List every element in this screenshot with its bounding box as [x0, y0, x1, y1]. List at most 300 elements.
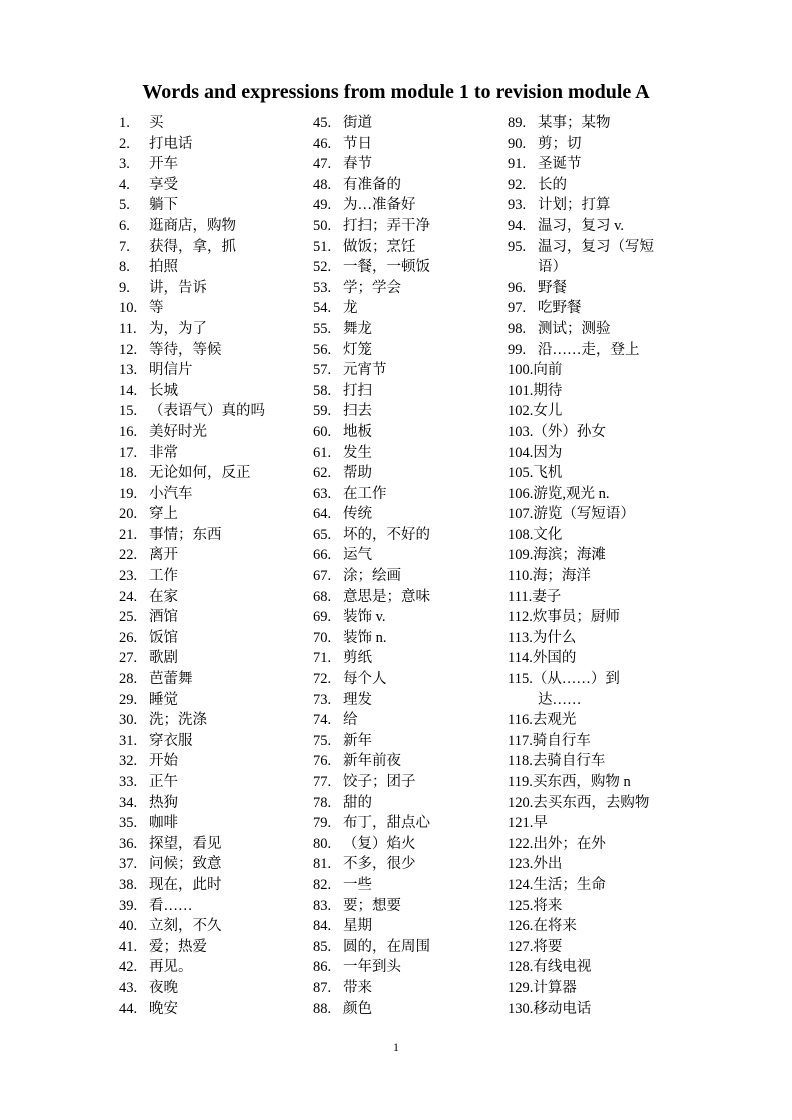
- vocab-item: [313, 690, 503, 711]
- vocab-item: [119, 854, 309, 875]
- vocab-item: [508, 237, 708, 258]
- vocab-number: 81.: [313, 856, 332, 873]
- vocab-item: [119, 566, 309, 587]
- vocab-meaning: 拍照: [149, 259, 178, 276]
- vocab-meaning: 游览,观光 n.: [533, 485, 610, 502]
- vocab-item: [313, 813, 503, 834]
- vocab-meaning: 躺下: [149, 197, 178, 214]
- vocab-item: [508, 154, 708, 175]
- vocab-meaning: 温习，复习（写短: [538, 238, 654, 255]
- vocab-number: 16.: [119, 423, 138, 440]
- vocab-meaning: 芭蕾舞: [149, 671, 193, 688]
- vocab-number: 58.: [313, 382, 332, 399]
- vocab-number: 83.: [313, 897, 332, 914]
- vocab-item: [119, 937, 309, 958]
- vocab-item: [508, 834, 708, 855]
- vocab-number: 9.: [119, 279, 130, 296]
- vocab-number: 61.: [313, 444, 332, 461]
- vocab-column-2: [313, 113, 503, 1019]
- vocab-meaning: 打扫；弄干净: [343, 217, 430, 234]
- vocab-number: 47.: [313, 156, 332, 173]
- vocab-item: [313, 978, 503, 999]
- vocab-item: [313, 278, 503, 299]
- vocab-number: 25.: [119, 609, 138, 626]
- vocab-meaning: 发生: [343, 444, 372, 461]
- vocab-item: [508, 628, 708, 649]
- vocab-meaning: 去骑自行车: [532, 753, 606, 770]
- vocab-meaning: 计算器: [533, 979, 577, 996]
- vocab-meaning: 生活；生命: [533, 876, 606, 893]
- vocab-item: [508, 134, 708, 155]
- vocab-number: 85.: [313, 938, 332, 955]
- vocab-number: 91.: [508, 156, 527, 173]
- vocab-number: 8.: [119, 259, 130, 276]
- vocab-number: 49.: [313, 197, 332, 214]
- vocab-number: 12.: [119, 341, 138, 358]
- vocab-meaning: 等待，等候: [149, 341, 222, 358]
- vocab-number: 37.: [119, 856, 138, 873]
- vocab-item: [119, 772, 309, 793]
- vocab-number: 69.: [313, 609, 332, 626]
- vocab-number: 6.: [119, 217, 130, 234]
- vocab-meaning: 移动电话: [533, 1000, 592, 1017]
- vocab-number: 119.: [508, 774, 533, 790]
- vocab-meaning: 酒馆: [149, 609, 178, 626]
- vocab-item: [313, 113, 503, 134]
- vocab-item: [508, 278, 708, 299]
- vocab-number: 29.: [119, 691, 138, 708]
- vocab-meaning: 一些: [343, 876, 372, 893]
- vocab-meaning: 在家: [149, 588, 178, 605]
- vocab-meaning: 舞龙: [343, 320, 372, 337]
- vocab-item: [508, 360, 708, 381]
- vocab-number: 18.: [119, 465, 138, 482]
- vocab-number: 53.: [313, 279, 332, 296]
- vocab-meaning: 因为: [533, 444, 563, 461]
- vocab-meaning: 逛商店，购物: [149, 217, 236, 234]
- vocab-number: 38.: [119, 876, 138, 893]
- vocab-meaning: 坏的，不好的: [343, 526, 430, 543]
- vocab-item: [119, 916, 309, 937]
- vocab-item: [508, 916, 708, 937]
- vocab-number: 59.: [313, 403, 332, 420]
- vocab-number: 101.: [508, 382, 534, 399]
- vocab-item: [508, 875, 708, 896]
- vocab-number: 97.: [508, 300, 527, 317]
- vocab-item: [508, 710, 708, 731]
- vocab-item: [119, 195, 309, 216]
- vocab-meaning: 歌剧: [149, 650, 178, 667]
- vocab-meaning: 涂；绘画: [343, 568, 401, 585]
- vocab-meaning: 一年到头: [343, 959, 401, 976]
- vocab-number: 56.: [313, 341, 332, 358]
- vocab-item: [313, 340, 503, 361]
- vocab-meaning: 带来: [343, 979, 372, 996]
- page-title: Words and expressions from module 1 to revision module A: [142, 81, 650, 103]
- vocab-column-1: [119, 113, 309, 1019]
- vocab-meaning: 离开: [149, 547, 178, 564]
- vocab-number: 64.: [313, 506, 332, 523]
- vocab-item: [313, 195, 503, 216]
- vocab-meaning-continued: 达……: [538, 691, 582, 708]
- vocab-item: [119, 669, 309, 690]
- vocab-number: 40.: [119, 918, 138, 935]
- vocab-item: [313, 793, 503, 814]
- vocab-number: 70.: [313, 629, 332, 646]
- vocab-number: 26.: [119, 629, 138, 646]
- vocab-meaning: 有准备的: [343, 176, 401, 193]
- vocab-number: 74.: [313, 712, 332, 729]
- vocab-item: [508, 772, 708, 793]
- vocab-item: [313, 710, 503, 731]
- vocab-number: 117.: [508, 732, 533, 749]
- vocab-meaning: 工作: [149, 568, 178, 585]
- vocab-number: 73.: [313, 691, 332, 708]
- vocab-number: 41.: [119, 938, 138, 955]
- vocab-item: [119, 957, 309, 978]
- vocab-meaning: 现在，此时: [149, 876, 222, 893]
- vocab-number: 55.: [313, 320, 332, 337]
- vocab-meaning: 将要: [533, 938, 563, 955]
- vocab-item: [313, 772, 503, 793]
- vocab-number: 48.: [313, 176, 332, 193]
- vocab-meaning: 一餐，一顿饭: [343, 259, 430, 276]
- vocab-item: [508, 854, 708, 875]
- vocab-meaning: 出外；在外: [533, 835, 606, 852]
- vocab-item: [313, 916, 503, 937]
- vocab-meaning: 向前: [533, 362, 563, 379]
- vocab-item: [313, 360, 503, 381]
- vocab-number: 11.: [119, 320, 137, 337]
- vocab-item: [119, 587, 309, 608]
- vocab-item: [313, 751, 503, 772]
- vocab-item: [119, 896, 309, 917]
- vocab-meaning: 在工作: [343, 485, 387, 502]
- vocab-item: [119, 525, 309, 546]
- vocab-item: [508, 545, 708, 566]
- vocab-meaning: 热狗: [149, 794, 178, 811]
- vocab-number: 111.: [508, 588, 533, 605]
- vocab-meaning: 飞机: [533, 465, 563, 482]
- vocab-item: [313, 875, 503, 896]
- vocab-number: 67.: [313, 568, 332, 585]
- vocab-item: [119, 422, 309, 443]
- vocab-item: [313, 896, 503, 917]
- vocab-number: 95.: [508, 238, 527, 255]
- vocab-item: [508, 216, 708, 237]
- vocab-item: [119, 381, 309, 402]
- vocab-number: 113.: [508, 629, 533, 646]
- vocab-number: 90.: [508, 135, 527, 152]
- vocab-meaning: 长的: [538, 176, 567, 193]
- vocab-number: 99.: [508, 341, 527, 358]
- vocab-meaning: 海滨；海滩: [533, 547, 606, 564]
- vocab-item: [313, 669, 503, 690]
- vocab-item: [313, 999, 503, 1020]
- vocab-item: [119, 443, 309, 464]
- vocab-item: [508, 340, 708, 361]
- vocab-meaning: 穿上: [149, 506, 178, 523]
- vocab-item: [119, 813, 309, 834]
- vocab-number: 3.: [119, 156, 130, 173]
- vocab-meaning: 骑自行车: [532, 732, 591, 749]
- vocab-meaning: 去观光: [532, 712, 577, 729]
- vocab-meaning: 外出: [533, 856, 563, 873]
- vocab-meaning: 炊事员；厨师: [532, 609, 620, 626]
- vocab-meaning: 无论如何，反正: [149, 465, 251, 482]
- vocab-meaning: 海；海洋: [532, 568, 591, 585]
- vocab-meaning: 帮助: [343, 465, 372, 482]
- vocab-meaning: 温习，复习 v.: [538, 217, 625, 234]
- vocab-item: [119, 340, 309, 361]
- vocab-item: [313, 463, 503, 484]
- vocab-item: [119, 237, 309, 258]
- vocab-meaning: 事情；东西: [149, 526, 222, 543]
- vocab-item: [119, 504, 309, 525]
- vocab-number: 46.: [313, 135, 332, 152]
- vocab-meaning: 甜的: [343, 794, 372, 811]
- vocab-number: 57.: [313, 362, 332, 379]
- vocab-meaning: 做饭；烹饪: [343, 238, 416, 255]
- vocab-number: 15.: [119, 403, 138, 420]
- vocab-item: [508, 113, 708, 134]
- vocab-number: 88.: [313, 1000, 332, 1017]
- vocab-meaning: 非常: [149, 444, 178, 461]
- vocab-meaning: 开始: [149, 753, 178, 770]
- vocab-item: [119, 175, 309, 196]
- vocab-number: 107.: [508, 506, 534, 523]
- vocab-number: 2.: [119, 135, 130, 152]
- vocab-item: [313, 134, 503, 155]
- vocab-item: [313, 401, 503, 422]
- vocab-number: 39.: [119, 897, 138, 914]
- vocab-meaning: 穿衣服: [149, 732, 193, 749]
- vocab-item: [119, 731, 309, 752]
- vocab-meaning: 元宵节: [343, 362, 387, 379]
- vocab-number: 86.: [313, 959, 332, 976]
- vocab-item: [119, 607, 309, 628]
- vocab-number: 114.: [508, 650, 533, 667]
- vocab-meaning: 再见。: [149, 959, 193, 976]
- vocab-number: 71.: [313, 650, 332, 667]
- vocab-item: [508, 669, 708, 690]
- vocab-item: [119, 999, 309, 1020]
- vocab-item: [508, 978, 708, 999]
- vocab-item: [119, 463, 309, 484]
- vocab-item: [119, 793, 309, 814]
- vocab-number: 106.: [508, 485, 534, 502]
- vocab-meaning: 意思是；意味: [343, 588, 430, 605]
- vocab-number: 35.: [119, 815, 138, 832]
- vocab-item: [508, 504, 708, 525]
- vocab-item: [313, 628, 503, 649]
- vocab-meaning: 吃野餐: [538, 300, 582, 317]
- vocab-item: [119, 545, 309, 566]
- vocab-item: [119, 298, 309, 319]
- vocab-item: [313, 937, 503, 958]
- vocab-item: [508, 443, 708, 464]
- vocab-number: 120.: [508, 794, 534, 811]
- vocab-number: 13.: [119, 362, 138, 379]
- vocab-item: [508, 175, 708, 196]
- vocab-number: 52.: [313, 259, 332, 276]
- vocab-meaning: 有线电视: [533, 959, 592, 976]
- vocab-meaning: 买: [149, 115, 164, 131]
- vocab-meaning: 学；学会: [343, 279, 401, 296]
- vocab-meaning: 问候；致意: [149, 856, 222, 873]
- vocab-number: 105.: [508, 465, 534, 482]
- vocab-item: [119, 154, 309, 175]
- vocab-item: [119, 278, 309, 299]
- vocab-meaning: 春节: [343, 156, 372, 173]
- vocab-number: 32.: [119, 753, 138, 770]
- vocab-meaning: 洗；洗涤: [149, 712, 207, 729]
- vocab-item: [119, 134, 309, 155]
- vocab-number: 79.: [313, 815, 332, 832]
- vocab-number: 118.: [508, 753, 533, 770]
- vocab-meaning: 沿……走，登上: [538, 341, 640, 358]
- vocab-number: 30.: [119, 712, 138, 729]
- vocab-number: 22.: [119, 547, 138, 564]
- vocab-number: 21.: [119, 526, 138, 543]
- vocab-meaning: 街道: [343, 115, 372, 131]
- vocab-meaning: 剪纸: [343, 650, 372, 667]
- vocab-number: 44.: [119, 1000, 138, 1017]
- vocab-meaning: 探望，看见: [149, 835, 222, 852]
- vocab-number: 126.: [508, 918, 534, 935]
- vocab-item: [313, 731, 503, 752]
- vocab-number: 84.: [313, 918, 332, 935]
- vocab-number: 125.: [508, 897, 534, 914]
- vocab-meaning: 打电话: [149, 135, 193, 152]
- vocab-item: [119, 710, 309, 731]
- vocab-meaning: 布丁，甜点心: [343, 815, 430, 832]
- vocab-item: [508, 401, 708, 422]
- vocab-meaning: 妻子: [532, 588, 562, 605]
- vocab-meaning: 立刻，不久: [149, 918, 222, 935]
- vocab-item: [119, 648, 309, 669]
- vocab-meaning: 不多，很少: [343, 856, 416, 873]
- vocab-meaning: 为什么: [532, 629, 577, 646]
- vocab-item: [313, 525, 503, 546]
- vocab-number: 128.: [508, 959, 534, 976]
- vocab-item: [313, 319, 503, 340]
- vocab-number: 66.: [313, 547, 332, 564]
- vocab-number: 115.: [508, 671, 533, 688]
- vocab-number: 82.: [313, 876, 332, 893]
- vocab-meaning: 计划；打算: [538, 197, 611, 214]
- vocab-item: [508, 587, 708, 608]
- vocab-meaning: 剪；切: [538, 135, 582, 152]
- vocab-meaning: 去买东西，去购物: [533, 794, 650, 811]
- vocab-meaning: 饭馆: [149, 629, 178, 646]
- vocab-meaning: 小汽车: [149, 485, 193, 502]
- vocab-meaning: 新年前夜: [343, 753, 401, 770]
- vocab-item: [313, 648, 503, 669]
- vocab-number: 65.: [313, 526, 332, 543]
- vocab-number: 33.: [119, 774, 138, 790]
- vocab-item: [508, 525, 708, 546]
- vocab-item: [313, 216, 503, 237]
- vocab-item: [508, 381, 708, 402]
- vocab-meaning: 长城: [149, 382, 178, 399]
- vocab-number: 100.: [508, 362, 534, 379]
- vocab-item: [508, 731, 708, 752]
- vocab-number: 96.: [508, 279, 527, 296]
- vocab-meaning: （表语气）真的吗: [149, 403, 265, 420]
- vocab-item: [508, 195, 708, 216]
- vocab-number: 129.: [508, 979, 534, 996]
- vocab-item: [508, 957, 708, 978]
- vocab-number: 130.: [508, 1000, 534, 1017]
- vocab-number: 43.: [119, 979, 138, 996]
- vocab-number: 112.: [508, 609, 533, 626]
- vocab-number: 23.: [119, 568, 138, 585]
- vocab-number: 127.: [508, 938, 534, 955]
- vocab-number: 20.: [119, 506, 138, 523]
- vocab-number: 7.: [119, 238, 130, 255]
- vocab-item: [119, 978, 309, 999]
- vocab-meaning: 爱；热爱: [149, 938, 207, 955]
- vocab-number: 68.: [313, 588, 332, 605]
- vocab-meaning: 为，为了: [149, 320, 207, 337]
- vocab-number: 60.: [313, 423, 332, 440]
- vocab-number: 50.: [313, 217, 332, 234]
- vocab-item: [313, 607, 503, 628]
- vocab-number: 110.: [508, 568, 533, 585]
- vocab-meaning: 咖啡: [149, 815, 178, 832]
- vocab-number: 93.: [508, 197, 527, 214]
- vocab-item: [508, 422, 708, 443]
- vocab-number: 122.: [508, 835, 534, 852]
- vocab-item: [119, 401, 309, 422]
- vocab-number: 24.: [119, 588, 138, 605]
- vocab-item: [119, 319, 309, 340]
- vocab-meaning: 游览（写短语）: [533, 506, 635, 523]
- vocab-meaning: 外国的: [532, 650, 577, 667]
- vocab-number: 62.: [313, 465, 332, 482]
- vocab-item: [508, 463, 708, 484]
- vocab-number: 10.: [119, 300, 138, 317]
- vocab-number: 75.: [313, 732, 332, 749]
- vocab-number: 123.: [508, 856, 534, 873]
- vocab-meaning: 正午: [149, 774, 178, 790]
- page-number: 1: [393, 1040, 399, 1054]
- vocab-meaning: 野餐: [538, 279, 567, 296]
- vocab-item: [119, 875, 309, 896]
- vocab-number: 108.: [508, 526, 534, 543]
- vocab-number: 5.: [119, 197, 130, 214]
- vocab-meaning: 要；想要: [343, 897, 401, 914]
- vocab-meaning: 将来: [533, 897, 563, 914]
- vocab-item: [508, 999, 708, 1020]
- vocab-number: 51.: [313, 238, 332, 255]
- vocab-meaning: 开车: [149, 156, 178, 173]
- vocab-meaning: 讲，告诉: [149, 279, 207, 296]
- vocab-meaning: 饺子；团子: [343, 774, 416, 790]
- vocab-number: 14.: [119, 382, 138, 399]
- vocab-item: [119, 484, 309, 505]
- vocab-number: 77.: [313, 774, 332, 790]
- vocab-meaning: 明信片: [149, 362, 193, 379]
- vocab-item: [119, 834, 309, 855]
- vocab-item: [119, 257, 309, 278]
- vocab-number: 19.: [119, 485, 138, 502]
- vocab-number: 94.: [508, 217, 527, 234]
- vocab-number: 27.: [119, 650, 138, 667]
- vocab-meaning: 新年: [343, 732, 372, 749]
- vocab-meaning: 买东西，购物 n: [532, 774, 631, 790]
